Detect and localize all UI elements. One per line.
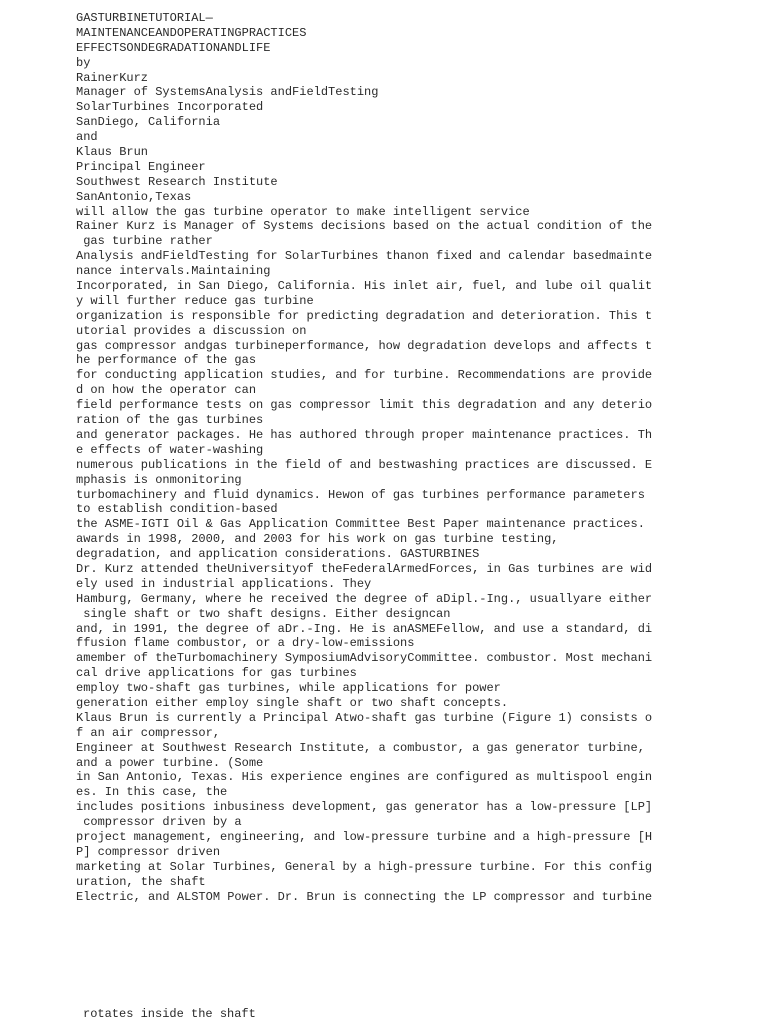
text-line: Klaus Brun	[76, 145, 149, 160]
text-line: ration of the gas turbines	[76, 413, 264, 428]
text-line: by	[76, 55, 91, 70]
text-line: Rainer Kurz is Manager of Systems decisions based on the actual condition of the	[76, 219, 653, 234]
text-line: gas compressor andgas turbineperformance, how degradation develops and affects t	[76, 338, 653, 353]
text-line: es. In this case, the	[76, 785, 228, 800]
text-line: project management, engineering, and low-pressure turbine and a high-pressure [H	[76, 829, 653, 844]
text-line: ffusion flame combustor, or a dry-low-emissions	[76, 636, 415, 651]
text-line: to establish condition-based	[76, 502, 278, 517]
text-line: RainerKurz	[76, 70, 149, 85]
text-line: Southwest Research Institute	[76, 174, 278, 189]
document-body-text	[76, 11, 676, 904]
text-line: amember of theTurbomachinery SymposiumAdvisoryCommittee. combustor. Most mechani	[76, 651, 653, 666]
text-line: and generator packages. He has authored through proper maintenance practices. Th	[76, 427, 653, 442]
text-line: ely used in industrial applications. They	[76, 576, 372, 591]
text-line: and	[76, 130, 98, 145]
text-line: includes positions inbusiness development, gas generator has a low-pressure [LP]	[76, 800, 653, 815]
text-line: single shaft or two shaft designs. Either designcan	[76, 606, 451, 621]
text-line: the ASME-IGTI Oil & Gas Application Committee Best Paper maintenance practices.	[76, 517, 645, 532]
text-line: generation either employ single shaft or two shaft concepts.	[76, 695, 509, 710]
text-line: Dr. Kurz attended theUniversityof theFederalArmedForces, in Gas turbines are wid	[76, 561, 653, 576]
text-line: Electric, and ALSTOM Power. Dr. Brun is connecting the LP compressor and turbine	[76, 889, 653, 904]
document-footer-text: rotates inside the shaft	[83, 1007, 256, 1021]
text-line: EFFECTSONDEGRADATIONANDLIFE	[76, 40, 271, 55]
text-line: Incorporated, in San Diego, California. His inlet air, fuel, and lube oil qualit	[76, 279, 653, 294]
text-line: Klaus Brun is currently a Principal Atwo-shaft gas turbine (Figure 1) consists o	[76, 710, 653, 725]
text-line: will allow the gas turbine operator to make intelligent service	[76, 204, 530, 219]
text-line: awards in 1998, 2000, and 2003 for his work on gas turbine testing,	[76, 532, 559, 547]
text-line: SanDiego, California	[76, 115, 221, 130]
text-line: nance intervals.Maintaining	[76, 264, 271, 279]
text-line: uration, the shaft	[76, 874, 206, 889]
text-line: y will further reduce gas turbine	[76, 293, 314, 308]
text-line: and, in 1991, the degree of aDr.-Ing. He is anASMEFellow, and use a standard, di	[76, 621, 653, 636]
text-line: organization is responsible for predicting degradation and deterioration. This t	[76, 308, 653, 323]
text-line: compressor driven by a	[76, 815, 242, 830]
text-line: for conducting application studies, and for turbine. Recommendations are provide	[76, 368, 653, 383]
text-line: GASTURBINETUTORIAL—	[76, 11, 213, 25]
text-line: MAINTENANCEANDOPERATINGPRACTICES	[76, 25, 307, 40]
text-line: Engineer at Southwest Research Institute, a combustor, a gas generator turbine,	[76, 740, 645, 755]
text-line: P] compressor driven	[76, 844, 221, 859]
text-line: turbomachinery and fluid dynamics. Hewon of gas turbines performance parameters	[76, 487, 645, 502]
text-line: in San Antonio, Texas. His experience engines are configured as multispool engin	[76, 770, 653, 785]
text-line: gas turbine rather	[76, 234, 213, 249]
text-line: SanAntonio,Texas	[76, 189, 192, 204]
text-line: utorial provides a discussion on	[76, 323, 307, 338]
text-line: Principal Engineer	[76, 159, 206, 174]
text-line: and a power turbine. (Some	[76, 755, 264, 770]
text-line: numerous publications in the field of and bestwashing practices are discussed. E	[76, 457, 653, 472]
text-line: SolarTurbines Incorporated	[76, 100, 264, 115]
text-line: f an air compressor,	[76, 725, 221, 740]
text-line: Manager of SystemsAnalysis andFieldTesting	[76, 85, 379, 100]
text-line: degradation, and application considerations. GASTURBINES	[76, 547, 480, 562]
text-line: marketing at Solar Turbines, General by a high-pressure turbine. For this config	[76, 859, 653, 874]
text-line: employ two-shaft gas turbines, while applications for power	[76, 681, 501, 696]
text-line: Hamburg, Germany, where he received the degree of aDipl.-Ing., usuallyare either	[76, 591, 653, 606]
text-line: mphasis is onmonitoring	[76, 472, 242, 487]
text-line: e effects of water-washing	[76, 442, 264, 457]
text-line: d on how the operator can	[76, 383, 257, 398]
text-line: he performance of the gas	[76, 353, 257, 368]
text-line: field performance tests on gas compressor limit this degradation and any deterio	[76, 398, 653, 413]
text-line: Analysis andFieldTesting for SolarTurbines thanon fixed and calendar basedmainte	[76, 249, 653, 264]
text-line: cal drive applications for gas turbines	[76, 666, 357, 681]
